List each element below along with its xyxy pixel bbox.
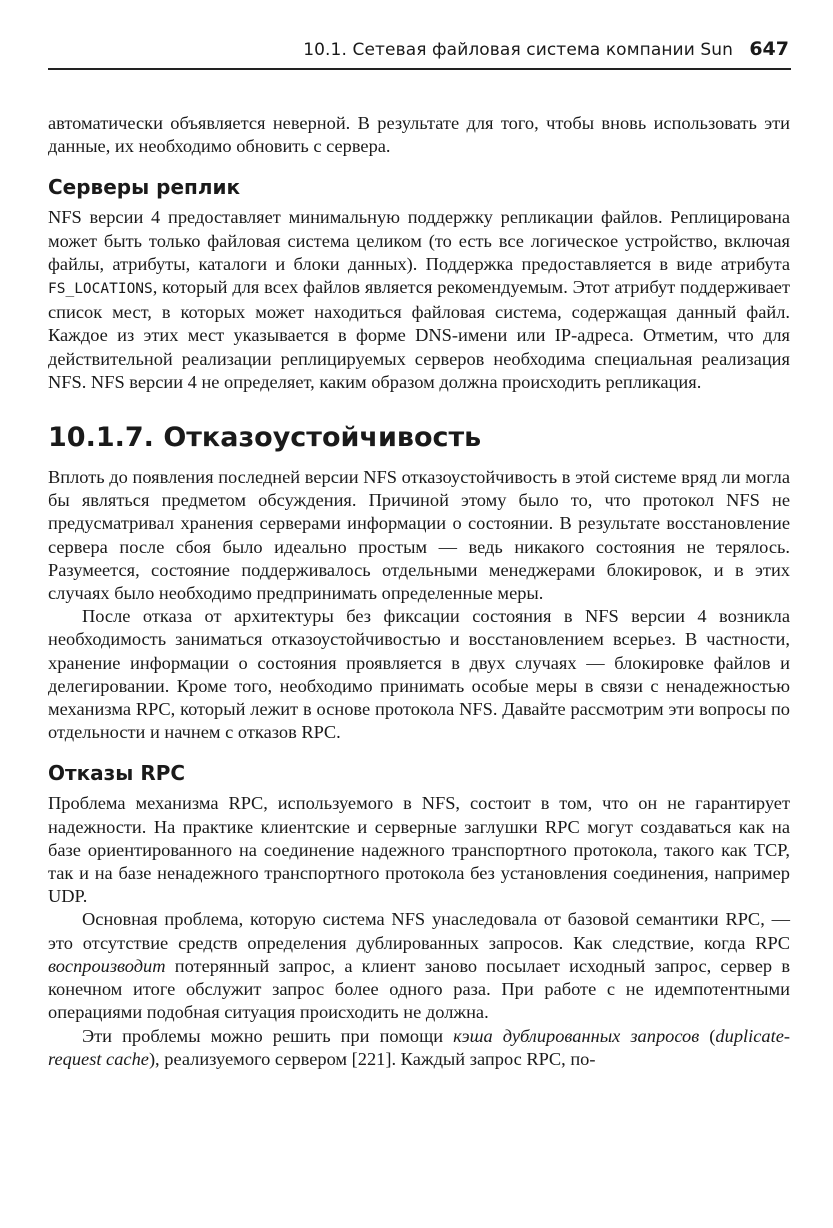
paragraph-rpc-problem: Проблема механизма RPC, используемого в NFS, состоит в том, что он не гарантирует надежности. На практике клиентские и серверные заглушки RPC могут создаваться как на базе ориентированного на соединение надежного транспортного протокола, такого как TCP, так и на базе ненадежного транспортного протокола без установления соединения, например UDP. [48, 793, 790, 907]
page-body [48, 112, 790, 1071]
paragraph-duplicate-cache [48, 1025, 790, 1071]
paragraph-fault-intro: Вплоть до появления последней версии NFS отказоустойчивость в этой системе вряд ли могла бы являться предметом обсуждения. Причиной этому было то, что протокол NFS не предусматривал хранения серверами информации о состоянии. В результате восстановление сервера после сбоя было идеально простым — ведь никакого состояния не терялось. Разумеется, состояние поддерживалось отдельными менеджерами блокировок, и в этих случаях было необходимо предпринимать определенные меры. [48, 467, 790, 604]
running-header [48, 36, 791, 70]
text-run: ( [699, 1025, 716, 1046]
text-run: , который для всех файлов является рекомендуемым. Этот атрибут поддерживает список мест, в которых может находиться файловая система, содержащая данный файл. Каждое из этих мест указывается в форме DNS-имени или IP-адреса. Отметим, что для действительной реализации реплицируемых серверов необходима специальная реализация NFS. NFS версии 4 не определяет, каким образом должна происходить репликация. [48, 277, 791, 392]
text-run: ), реализуемого сервером [221]. Каждый запрос RPC, по- [148, 1048, 596, 1069]
text-run: NFS версии 4 предоставляет минимальную поддержку репликации файлов. Реплицирована может быть только файловая система целиком (то есть все логическое устройство, включая файлы, атрибуты, каталоги и блоки данных). Поддержка предоставляется в виде атрибута [48, 207, 790, 274]
paragraph-continuation: автоматически объявляется неверной. В результате для того, чтобы вновь использовать эти данные, их необходимо обновить с сервера. [48, 113, 790, 157]
paragraph-replication [48, 206, 790, 394]
subsection-heading-rpc-failures: Отказы RPC [48, 761, 186, 786]
emphasis: кэша дублированных запросов [453, 1025, 700, 1046]
text-run: Основная проблема, которую система NFS унаследовала от базовой семантики RPC, — это отсутствие средств определения дублированных запросов. Как следствие, когда RPC [48, 909, 790, 953]
section-heading-fault-tolerance: 10.1.7. Отказоустойчивость [48, 422, 482, 454]
paragraph-fault-nfs4: После отказа от архитектуры без фиксации состояния в NFS версии 4 возникла необходимость заниматься отказоустойчивостью и восстановлением всерьез. В частности, хранение информации о состояния проявляется в двух случаях — блокировке файлов и делегировании. Кроме того, необходимо принимать особые меры в связи с ненадежностью механизма RPC, который лежит в основе протокола NFS. Давайте рассмотрим эти вопросы по отдельности и начнем с отказов RPC. [48, 606, 790, 743]
paragraph-rpc-duplicates [48, 908, 790, 1024]
emphasis: duplicate-request cache [48, 1025, 790, 1069]
page-number: 647 [749, 38, 789, 60]
emphasis: воспроизводит [48, 955, 166, 976]
text-run: Эти проблемы можно решить при помощи [82, 1025, 454, 1046]
attribute-name: FS_LOCATIONS [48, 281, 153, 298]
subsection-heading-replica-servers: Серверы реплик [48, 175, 241, 200]
running-title: 10.1. Сетевая файловая система компании Sun [303, 40, 733, 60]
text-run: потерянный запрос, а клиент заново посылает исходный запрос, сервер в конечном итоге обслужит запрос более одного раза. При работе с не идемпотентными операциями подобная ситуация происходить не должна. [48, 955, 790, 1023]
